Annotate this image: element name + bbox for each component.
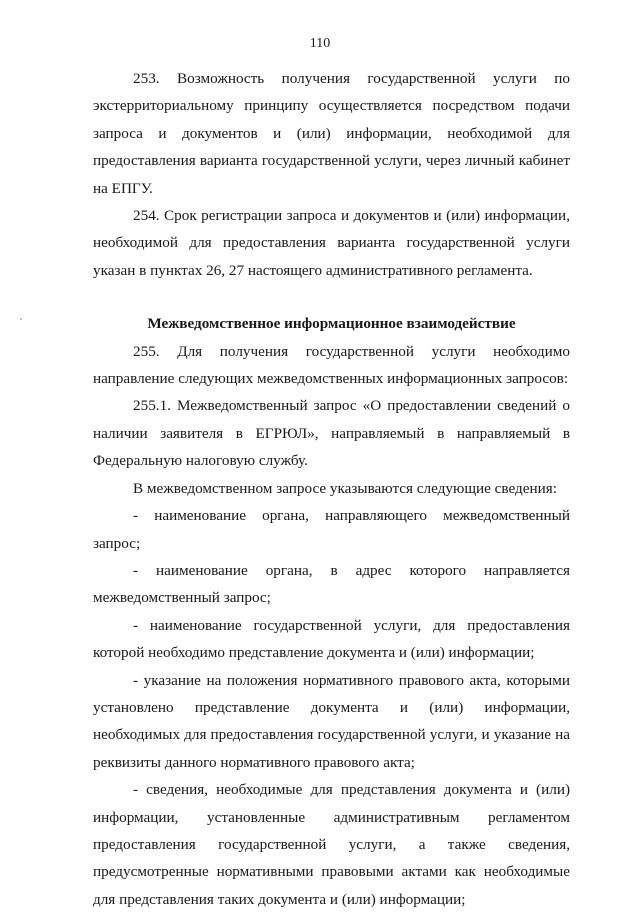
request-details-intro: В межведомственном запросе указываются следующие сведения: xyxy=(133,479,557,497)
list-item-receiving-authority: - наименование органа, в адрес которого направляется межведомственный запрос; xyxy=(93,561,570,607)
document-body xyxy=(93,65,570,913)
list-item-required-info: - сведения, необходимые для представления документа и (или) информации, установленные административным регламентом предоставления государственной услуги, а также сведения, предусмотренные нормативными правовыми актами как необходимые для представления таких документа и (или) информации; xyxy=(93,781,570,908)
list-item-sending-authority: - наименование органа, направляющего межведомственный запрос; xyxy=(93,507,570,552)
scan-speck xyxy=(20,318,22,320)
paragraph-255-1: 255.1. Межведомственный запрос «О предоставлении сведений о наличии заявителя в ЕГРЮЛ», направляемый в направляемый в Федеральную налоговую службу. xyxy=(93,397,570,470)
page-number: 110 xyxy=(309,36,331,51)
paragraph-253: 253. Возможность получения государственной услуги по экстерриториальному принципу осуществляется посредством подачи запроса и документов и (или) информации, необходимой для предоставления варианта государственной услуги, через личный кабинет на ЕПГУ. xyxy=(93,70,570,197)
section-heading: Межведомственное информационное взаимодействие xyxy=(147,315,516,333)
list-item-legal-act: - указание на положения нормативного правового акта, которыми установлено представление документа и (или) информации, необходимых для предоставления государственной услуги, и указание на реквизиты данного нормативного правового акта; xyxy=(93,671,570,771)
paragraph-254: 254. Срок регистрации запроса и документов и (или) информации, необходимой для предоставления варианта государственной услуги указан в пунктах 26, 27 настоящего административного регламента. xyxy=(93,207,570,279)
list-item-service-name: - наименование государственной услуги, для предоставления которой необходимо представление документа и (или) информации; xyxy=(93,616,570,662)
paragraph-255: 255. Для получения государственной услуги необходимо направление следующих межведомственных информационных запросов: xyxy=(93,342,570,388)
section-spacer xyxy=(93,284,570,310)
